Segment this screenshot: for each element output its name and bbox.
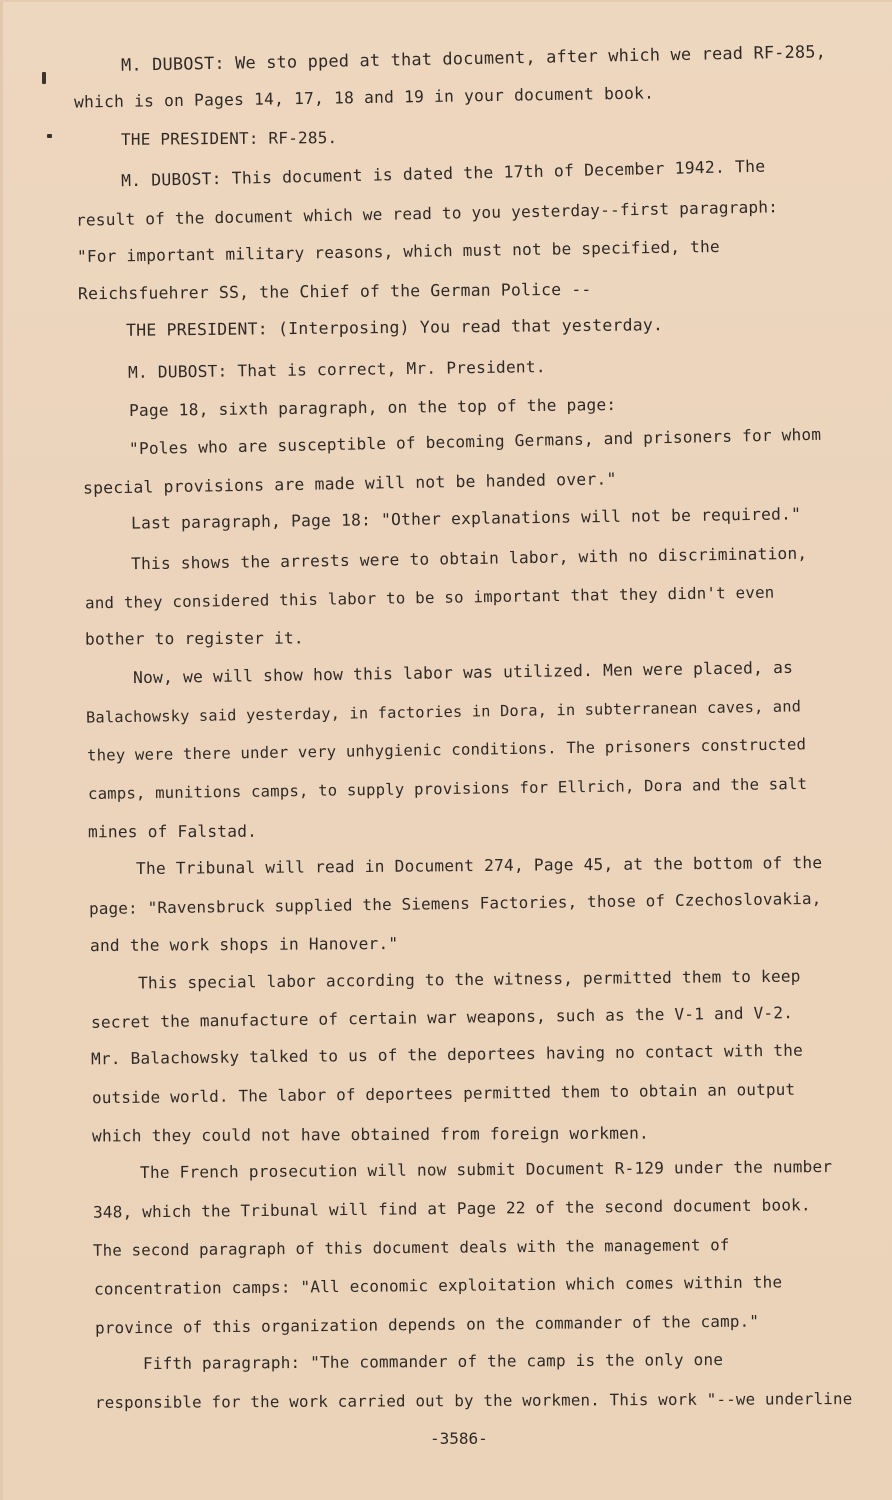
text-line: special provisions are made will not be handed over." xyxy=(82,469,617,498)
text-line: Last paragraph, Page 18: "Other explanations will not be required." xyxy=(130,504,802,533)
text-line: Reichsfuehrer SS, the Chief of the German Police -- xyxy=(77,279,592,304)
text-line: Fifth paragraph: "The commander of the camp is the only one xyxy=(142,1349,724,1374)
text-line: concentration camps: "All economic exploitation which comes within the xyxy=(93,1272,783,1299)
text-line: M. DUBOST: That is correct, Mr. President. xyxy=(127,357,546,382)
text-line: camps, munitions camps, to supply provisions for Ellrich, Dora and the salt xyxy=(87,774,808,804)
text-line: and the work shops in Hanover." xyxy=(89,933,399,956)
text-line: The second paragraph of this document deals with the management of xyxy=(92,1235,730,1260)
text-line: M. DUBOST: We sto pped at that document, after which we read RF-285, xyxy=(120,41,827,75)
text-line: 348, which the Tribunal will find at Page 22 of the second document book. xyxy=(92,1195,811,1222)
text-line: Balachowsky said yesterday, in factories in Dora, in subterranean caves, and xyxy=(85,697,802,727)
text-line: The Tribunal will read in Document 274, Page 45, at the bottom of the xyxy=(135,853,823,878)
text-line: Mr. Balachowsky talked to us of the deportees having no contact with the xyxy=(90,1040,804,1069)
text-line: responsible for the work carried out by the workmen. This work "--we underline xyxy=(94,1389,853,1412)
text-line: result of the document which we read to you yesterday--first paragraph: xyxy=(75,197,779,230)
page-number: -3586- xyxy=(430,1429,488,1448)
text-line: they were there under very unhygienic conditions. The prisoners constructed xyxy=(86,735,807,765)
text-line: Page 18, sixth paragraph, on the top of the page: xyxy=(128,395,617,420)
text-line: province of this organization depends on the commander of the camp." xyxy=(94,1311,760,1338)
text-line: secret the manufacture of certain war weapons, such as the V-1 and V-2. xyxy=(90,1003,794,1032)
text-line: page: "Ravensbruck supplied the Siemens Factories, those of Czechoslovakia, xyxy=(88,888,822,919)
text-line: outside world. The labor of deportees permitted them to obtain an output xyxy=(91,1079,796,1108)
text-line: THE PRESIDENT: RF-285. xyxy=(120,128,338,149)
text-line: THE PRESIDENT: (Interposing) You read that yesterday. xyxy=(125,315,664,340)
text-line: The French prosecution will now submit Document R-129 under the number xyxy=(139,1156,833,1183)
text-line: which they could not have obtained from foreign workmen. xyxy=(91,1123,650,1146)
text-line: This shows the arrests were to obtain labor, with no discrimination, xyxy=(130,543,808,574)
text-line: "For important military reasons, which must not be specified, the xyxy=(76,236,720,267)
text-line: which is on Pages 14, 17, 18 and 19 in your document book. xyxy=(73,83,655,112)
text-line: mines of Falstad. xyxy=(87,821,258,842)
text-line: Now, we will show how this labor was utilized. Men were placed, as xyxy=(132,657,794,688)
text-line: M. DUBOST: This document is dated the 17th of December 1942. The xyxy=(120,156,766,191)
margin-mark xyxy=(42,72,46,84)
text-line: and they considered this labor to be so important that they didn't even xyxy=(84,582,775,613)
text-line: "Poles who are susceptible of becoming Germans, and prisoners for whom xyxy=(128,424,822,459)
text-line: bother to register it. xyxy=(84,628,304,649)
margin-mark xyxy=(47,134,52,138)
text-line: This special labor according to the witness, permitted them to keep xyxy=(137,966,801,993)
